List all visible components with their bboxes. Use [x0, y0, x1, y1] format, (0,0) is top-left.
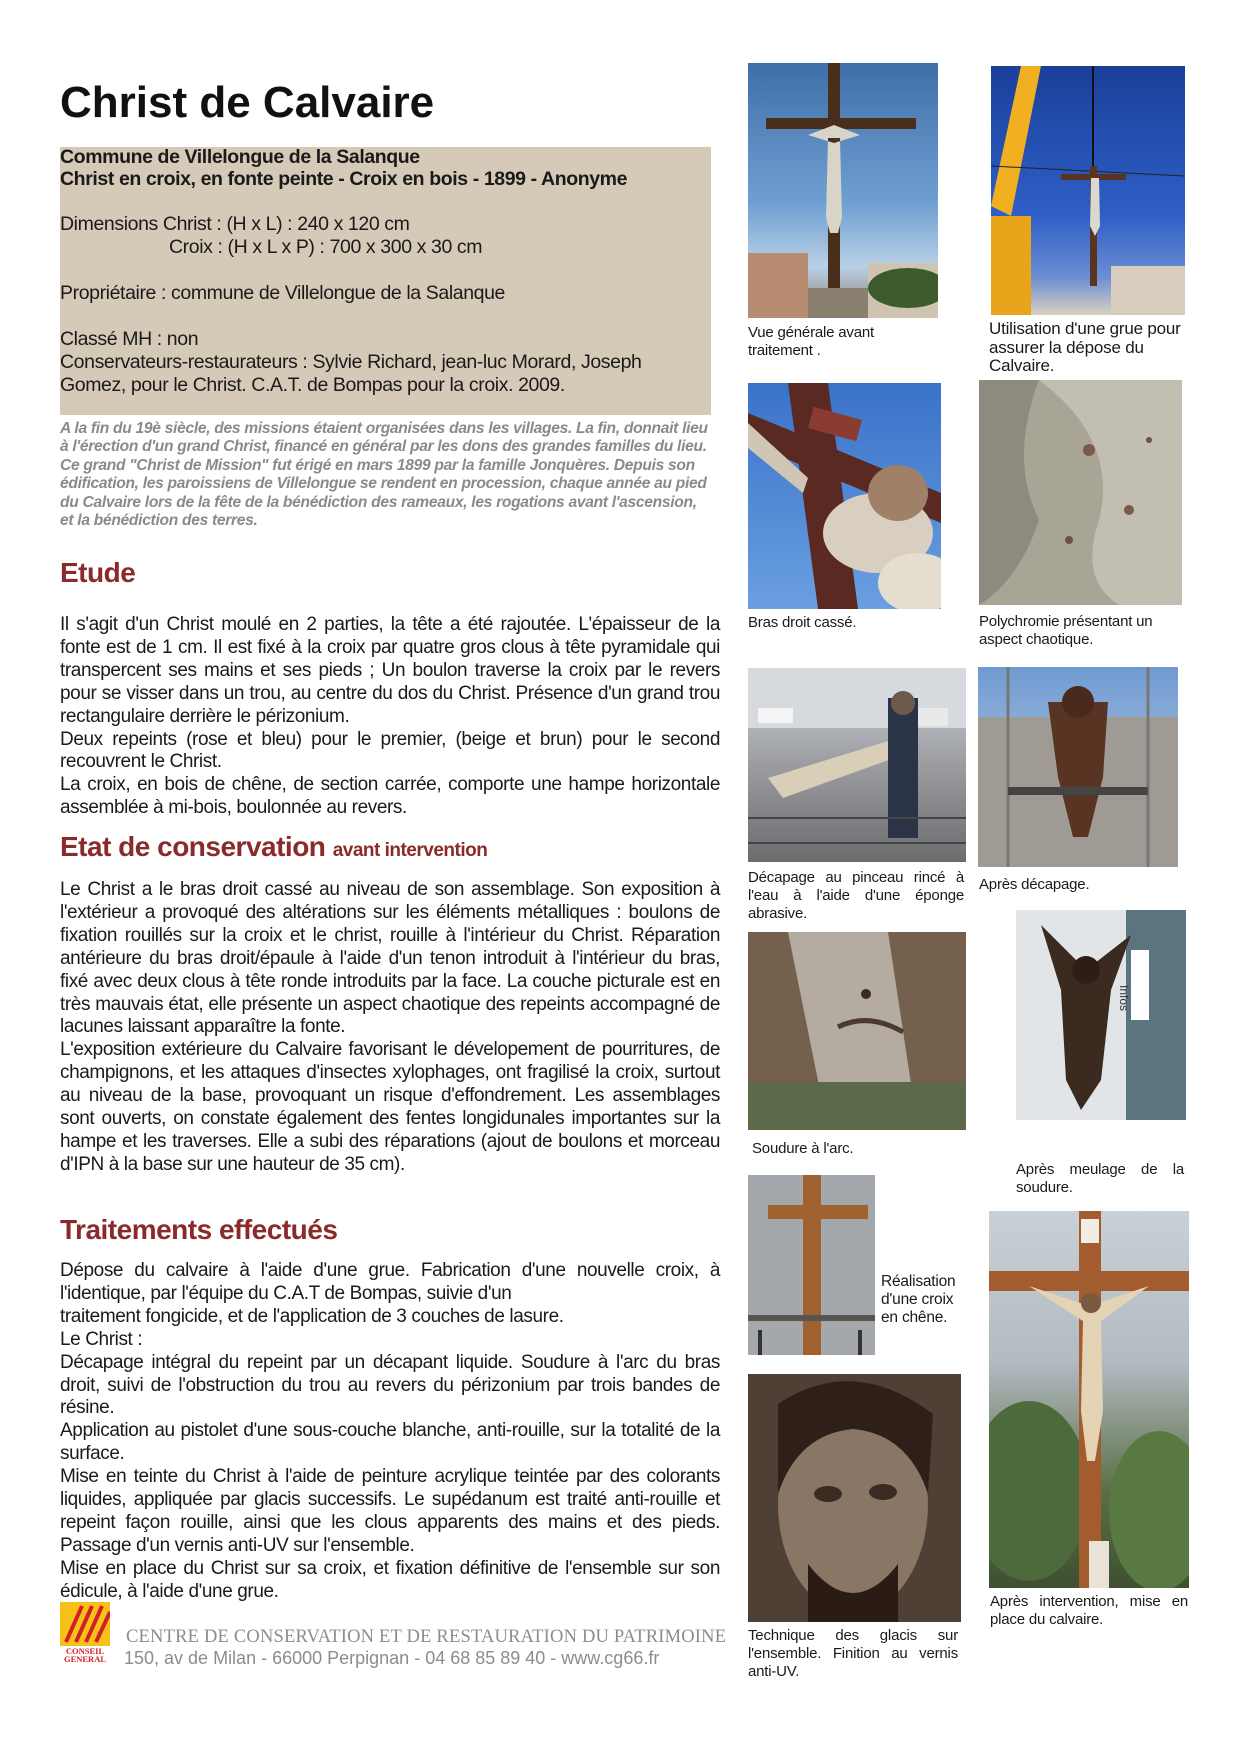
etat-paragraph: Le Christ a le bras droit cassé au niveau de son assemblage. Son exposition à l'extérieur a provoqué des altérations sur les éléments métalliques : boulons de fixation rouillés sur la croix et le christ, rouille à l'intérieur du Christ. Réparation antérieure du bras droit/épaule à l'aide d'un tenon introduit à l'intérieur du bras, fixé avec deux clous à tête ronde introduits par la face. La couche picturale est en très mauvais état, elle présente un aspect chaotique des repeints accompagné de lacunes laissant apparaître la fonte.: [60, 879, 720, 1038]
etat-paragraph: L'exposition extérieure du Calvaire favorisant le dévelopement de pourritures, de champignons, et les attaques d'insectes xylophages, ont fragilisé la croix, surtout au niveau de la base, provoquant un risque d'effondrement. Les assemblages sont ouverts, on constate également des fentes longidunales importantes sur la hampe et les traverses. Elle a subi des réparations (ajout de boulons et morceau d'IPN à la base sur une hauteur de 35 cm).: [60, 1039, 720, 1175]
info-classe: Classé MH : non: [60, 328, 199, 350]
photo-broken-arm: [748, 383, 941, 609]
etat-heading-sub: avant intervention: [332, 840, 488, 861]
broken-arm-image: [748, 383, 941, 609]
traitements-paragraph: Mise en place du Christ sur sa croix, et fixation définitive de l'ensemble sur son édicule, à l'aide d'une grue.: [60, 1557, 720, 1602]
stripping-image: [748, 668, 966, 862]
logo-icon: [60, 1602, 110, 1664]
after-grinding-image: [1016, 910, 1186, 1120]
section-heading-etude: Etude: [60, 557, 136, 588]
caption-broken-arm: Bras droit cassé.: [748, 614, 857, 631]
traitements-paragraph: Le Christ :: [60, 1328, 143, 1350]
photo-after-grinding: [1016, 910, 1186, 1120]
footer-address: 150, av de Milan - 66000 Perpignan - 04 68 85 89 40 - www.cg66.fr: [124, 1648, 660, 1668]
traitements-paragraph: Dépose du calvaire à l'aide d'une grue. Fabrication d'une nouvelle croix, à l'identique, par l'équipe du C.A.T de Bompas, suivie d'un: [60, 1260, 720, 1304]
info-conservators-cont: Gomez, pour le Christ. C.A.T. de Bompas pour la croix. 2009.: [60, 374, 565, 396]
photo-after-intervention: [989, 1211, 1189, 1588]
caption-welding: Soudure à l'arc.: [752, 1140, 854, 1157]
logo-text-conseil: CONSEIL: [65, 1646, 105, 1656]
info-box: [60, 147, 711, 415]
info-object: Christ en croix, en fonte peinte - Croix en bois - 1899 - Anonyme: [60, 168, 628, 190]
after-intervention-image: [989, 1211, 1189, 1588]
caption-after-grinding: Après meulage de la soudure.: [1016, 1161, 1184, 1196]
caption-glazing: Technique des glacis sur l'ensemble. Finition au vernis anti-UV.: [748, 1627, 958, 1680]
etude-paragraph: Deux repeints (rose et bleu) pour le premier, (beige et brun) pour le second recouvrent le Christ.: [60, 728, 720, 773]
traitements-paragraph: Mise en teinte du Christ à l'aide de peinture acrylique teintée par des colorants liquides, appliquée par glacis successifs. Le supédanum est traité anti-rouille et repeint façon rouille, ainsi que les clous apparents des mains et des pieds. Passage d'un vernis anti-UV sur l'ensemble.: [60, 1466, 720, 1556]
caption-oak-cross: Réalisation d'une croix en chêne.: [881, 1273, 956, 1326]
traitements-paragraph: Décapage intégral du repeint par un décapant liquide. Soudure à l'arc du bras droit, suivi de l'obstruction du trou au revers du périzonium par trois bandes de résine.: [60, 1351, 720, 1419]
caption-polychromy: Polychromie présentant un aspect chaotique.: [979, 613, 1153, 648]
polychromy-image: [979, 380, 1182, 605]
caption-crane: Utilisation d'une grue pour assurer la dépose du Calvaire.: [989, 319, 1181, 375]
photo-polychromy: [979, 380, 1182, 605]
photo-welding: [748, 932, 966, 1130]
after-stripping-image: [978, 667, 1178, 867]
caption-after-stripping: Après décapage.: [979, 876, 1090, 893]
traitements-paragraph: Application au pistolet d'une sous-couche blanche, anti-rouille, sur la totalité de la surface.: [60, 1420, 720, 1465]
welding-image: [748, 932, 966, 1130]
etat-heading-main: Etat de conservation: [60, 831, 326, 862]
logo-text-general: GENERAL: [63, 1654, 107, 1664]
oak-cross-image: [748, 1175, 875, 1355]
section-heading-etat: [60, 831, 487, 863]
info-owner: Propriétaire : commune de Villelongue de la Salanque: [60, 282, 505, 304]
etude-paragraph: Il s'agit d'un Christ moulé en 2 parties, la tête a été rajoutée. L'épaisseur de la fonte est de 1 cm. Il est fixé à la croix par quatre gros clous à tête pyramidale qui transpercent ses mains et ses pieds ; Un boulon traverse la croix par le revers pour se visser dans un trou, au centre du dos du Christ. Présence d'un grand trou rectangulaire derrière le périzonium.: [60, 614, 720, 727]
footer-organization: CENTRE DE CONSERVATION ET DE RESTAURATION DU PATRIMOINE: [126, 1627, 727, 1647]
photo-crane: [991, 66, 1185, 315]
section-heading-traitements: Traitements effectués: [60, 1214, 338, 1245]
info-commune: Commune de Villelongue de la Salanque: [60, 146, 420, 168]
info-conservators: Conservateurs-restaurateurs : Sylvie Richard, jean-luc Morard, Joseph: [60, 351, 642, 373]
crane-image: [991, 66, 1185, 315]
etude-text: [60, 614, 720, 820]
info-dimensions-christ: Dimensions Christ : (H x L) : 240 x 120 cm: [60, 213, 410, 235]
page-title: Christ de Calvaire: [60, 78, 435, 127]
photo-glazing: [748, 1374, 961, 1622]
photo-oak-cross: [748, 1175, 875, 1355]
sign-text: Infos: [1117, 985, 1131, 1012]
conseil-general-logo: [60, 1602, 110, 1664]
photo-general-view: [748, 63, 938, 318]
photo-after-stripping: [978, 667, 1178, 867]
caption-general-view: Vue générale avant traitement .: [748, 324, 874, 359]
caption-after-intervention: Après intervention, mise en place du calvaire.: [990, 1593, 1188, 1628]
traitements-paragraph: traitement fongicide, et de l'application de 3 couches de lasure.: [60, 1305, 564, 1327]
etude-paragraph: La croix, en bois de chêne, de section carrée, comporte une hampe horizontale assemblée à mi-bois, boulonnée au revers.: [60, 774, 720, 819]
info-dimensions-croix: Croix : (H x L x P) : 700 x 300 x 30 cm: [169, 236, 483, 258]
intro-text: A la fin du 19è siècle, des missions étaient organisées dans les villages. La fin, donnait lieu à l'érection d'un grand Christ, financé en général par les dons des grandes familles du lieu. Ce grand "Christ de Mission" fut érigé en mars 1899 par la famille Jonquères. Depuis son édification, les paroissiens de Villelongue se rendent en procession, chaque année au pied du Calvaire lors de la fête de la bénédiction des rameaux, les rogations avant l'ascension, et la bénédiction des terres.: [60, 420, 708, 530]
cross-image: [748, 63, 938, 318]
traitements-text: [60, 1260, 720, 1604]
glazing-image: [748, 1374, 961, 1622]
photo-stripping: [748, 668, 966, 862]
etat-text: [60, 879, 720, 1177]
caption-stripping: Décapage au pinceau rincé à l'eau à l'aide d'une éponge abrasive.: [748, 869, 964, 922]
